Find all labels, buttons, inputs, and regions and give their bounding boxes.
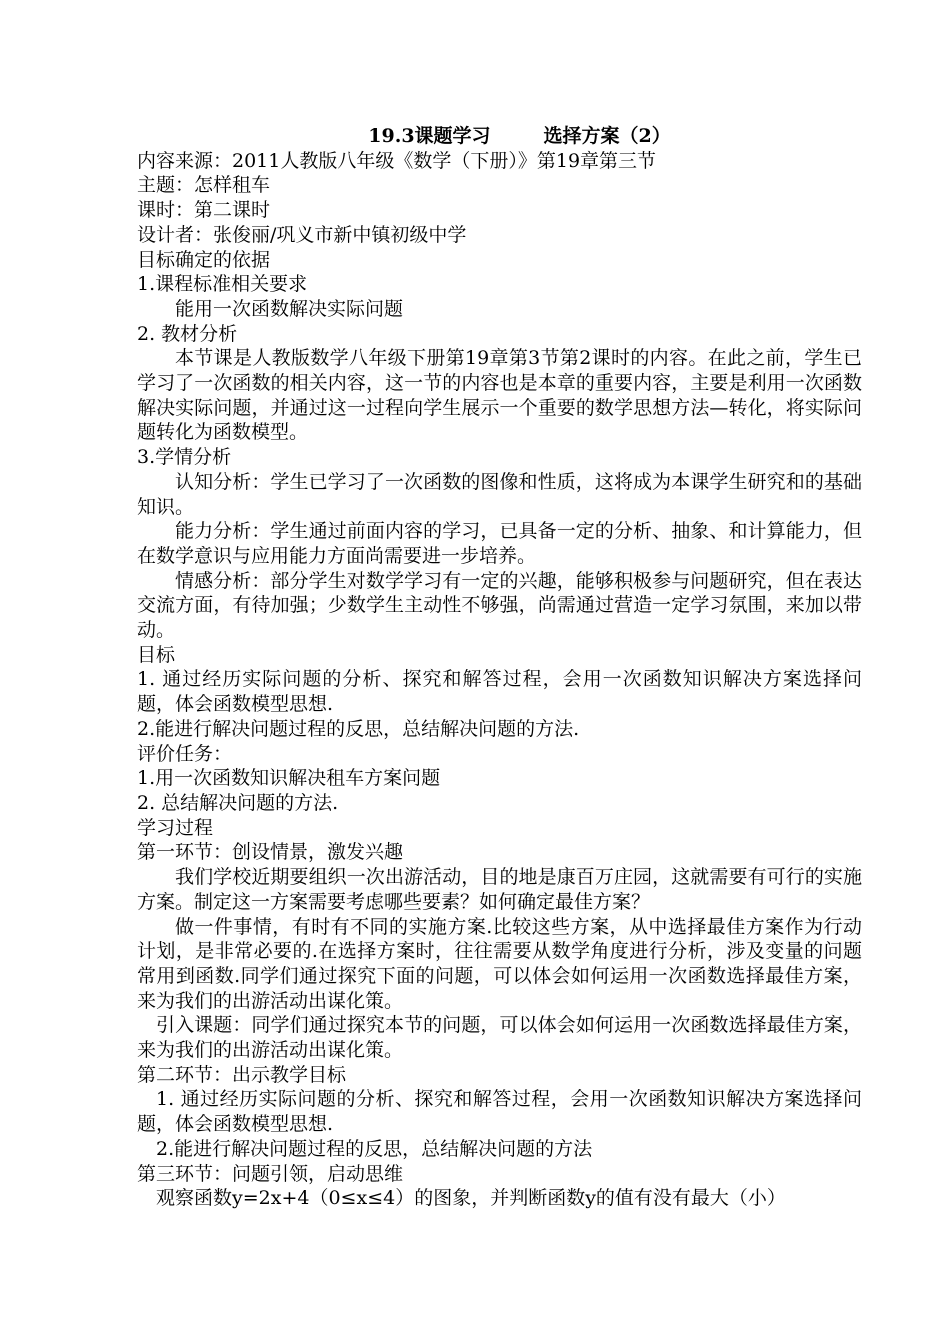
step-1-paragraph-2: 做一件事情，有时有不同的实施方案.比较这些方案，从中选择最佳方案作为行动计划，是非常必要的.在选择方案时，往往需要从数学角度进行分析，涉及变量的问题常用到函数.同学们通过探究下面的问题，可以体会如何运用一次函数选择最佳方案，来为我们的出游活动出谋化策。: [137, 915, 862, 1012]
section-2-heading: 2. 教材分析: [137, 322, 238, 345]
evaluation-item-2: 2. 总结解决问题的方法.: [137, 791, 339, 814]
document-body: [137, 124, 862, 1211]
section-3-heading: 3.学情分析: [137, 446, 232, 469]
evaluation-item-1: 1.用一次函数知识解决租车方案问题: [137, 767, 441, 790]
process-heading: 学习过程: [137, 816, 214, 839]
step-3-paragraph-1: 观察函数y=2x+4（0≤x≤4）的图象，并判断函数y的值有没有最大（小）: [156, 1187, 786, 1210]
section-1-text: 能用一次函数解决实际问题: [175, 297, 404, 320]
ability-analysis: 能力分析：学生通过前面内容的学习，已具备一定的分析、抽象、和计算能力，但在数学意识与应用能力方面尚需要进一步培养。: [137, 520, 862, 567]
step-1-paragraph-1: 我们学校近期要组织一次出游活动，目的地是康百万庄园，这就需要有可行的实施方案。制定这一方案需要考虑哪些要素？如何确定最佳方案？: [137, 866, 862, 913]
goal-item-1: 1. 通过经历实际问题的分析、探究和解答过程，会用一次函数知识解决方案选择问题，体会函数模型思想.: [137, 668, 862, 716]
goals-heading: 目标: [137, 643, 176, 666]
document-title: 19.3课题学习 选择方案（2）: [368, 125, 671, 147]
topic-line: 主题：怎样租车: [137, 174, 271, 197]
designer-line: 设计者：张俊丽/巩义市新中镇初级中学: [137, 223, 467, 246]
emotion-analysis: 情感分析：部分学生对数学学习有一定的兴趣，能够积极参与问题研究，但在表达交流方面，有待加强；少数学生主动性不够强，尚需通过营造一定学习氛围，来加以带动。: [137, 569, 862, 642]
period-line: 课时：第二课时: [137, 199, 271, 222]
step-2-goal-2: 2.能进行解决问题过程的反思，总结解决问题的方法: [156, 1137, 593, 1160]
goal-item-2: 2.能进行解决问题过程的反思，总结解决问题的方法.: [137, 717, 580, 740]
content-source: 内容来源：2011人教版八年级《数学（下册）》第19章第三节: [137, 149, 657, 172]
step-3-heading: 第三环节：问题引领，启动思维: [137, 1162, 404, 1185]
basis-heading: 目标确定的依据: [137, 248, 271, 271]
cognitive-analysis: 认知分析：学生已学习了一次函数的图像和性质，这将成为本课学生研究和的基础知识。: [137, 470, 862, 518]
evaluation-heading: 评价任务：: [137, 742, 233, 765]
section-2-text: 本节课是人教版数学八年级下册第19章第3节第2课时的内容。在此之前，学生已学习了一次函数的相关内容，这一节的内容也是本章的重要内容，主要是利用一次函数解决实际问题，并通过这一过程向学生展示一个重要的数学思想方法—转化，将实际问题转化为函数模型。: [137, 347, 862, 444]
step-2-goal-1: 1. 通过经历实际问题的分析、探究和解答过程，会用一次函数知识解决方案选择问题，体会函数模型思想.: [137, 1088, 862, 1136]
step-2-heading: 第二环节：出示教学目标: [137, 1063, 347, 1086]
step-1-paragraph-3: 引入课题：同学们通过探究本节的问题，可以体会如何运用一次函数选择最佳方案，来为我们的出游活动出谋化策。: [137, 1014, 862, 1062]
step-1-heading: 第一环节：创设情景，激发兴趣: [137, 841, 404, 864]
section-1-heading: 1.课程标准相关要求: [137, 273, 308, 296]
